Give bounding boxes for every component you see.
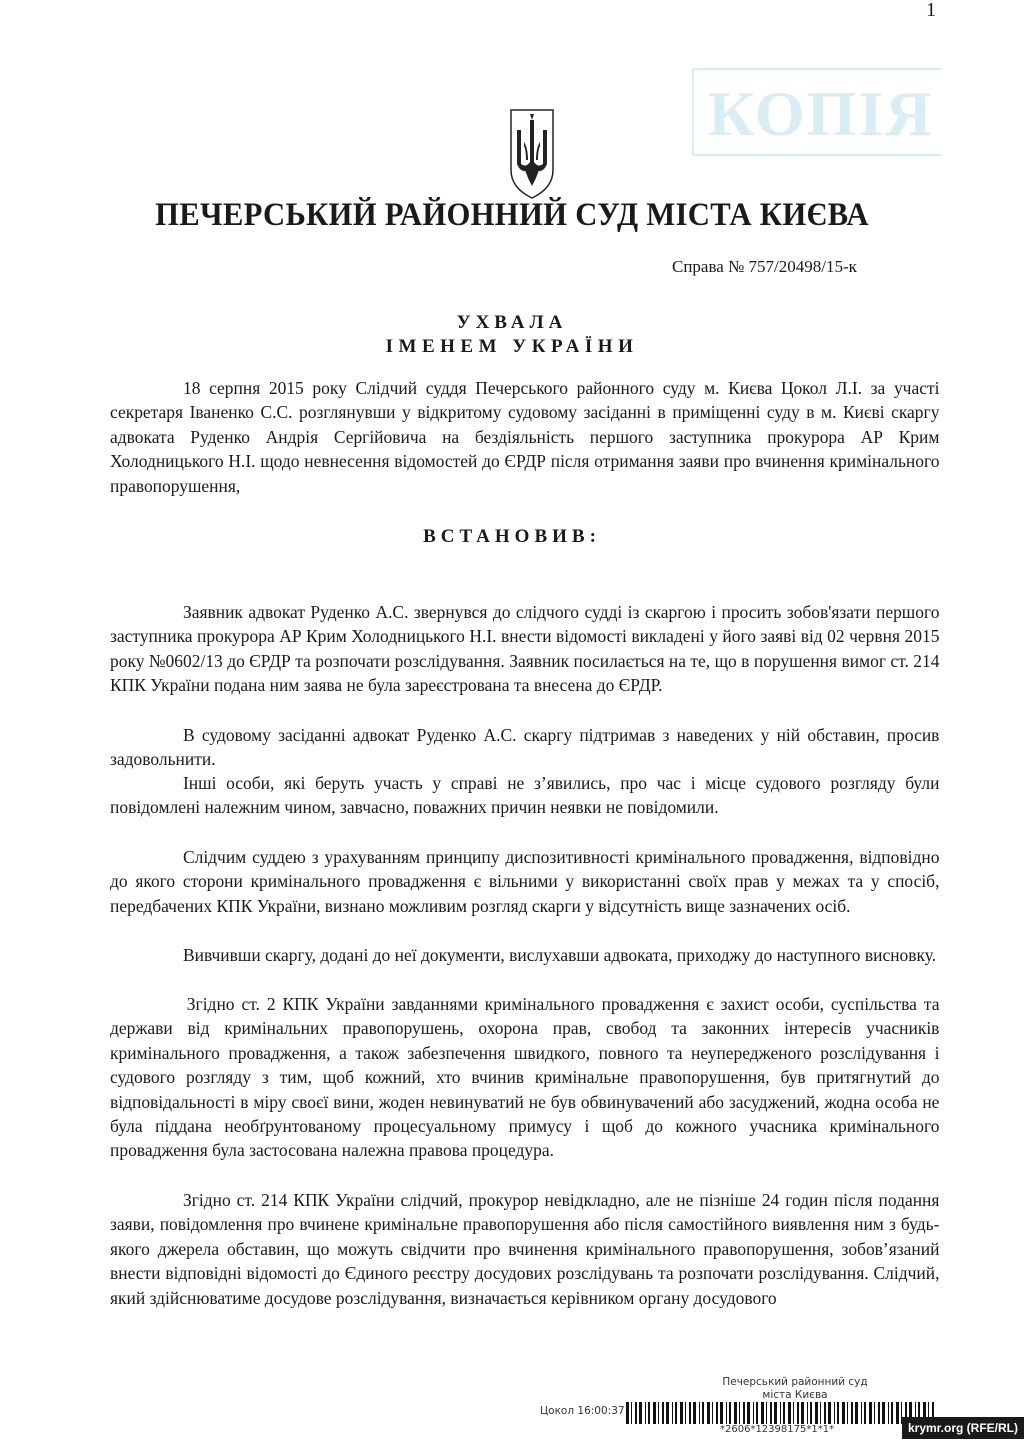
barcode-bar <box>666 1402 669 1424</box>
barcode-bar <box>770 1402 772 1424</box>
barcode-bar <box>672 1402 673 1424</box>
body-paragraph: Заявник адвокат Руденко А.С. звернувся до слідчого судді із скаргою і просить зобов'язати першого заступника прокурора АР Крим Холодницького Н.І. внести відомості викладені у його заяві від 02 червня 2015 року №0602/13 до ЄРДР та розпочати розслідування. Заявник посилається на те, що в порушення вимог ст. 214 КПК України подана ним заява не була зареєстрована та внесена до ЄРДР. <box>110 602 940 696</box>
barcode-bar <box>834 1402 835 1424</box>
barcode-bar <box>707 1402 710 1424</box>
case-number: Справа № 757/20498/15-к <box>672 257 857 276</box>
document-type: УХВАЛА <box>456 312 568 333</box>
barcode <box>626 1402 938 1426</box>
barcode-bar <box>810 1402 812 1424</box>
barcode-bar <box>828 1402 831 1424</box>
barcode-bar <box>658 1402 659 1424</box>
barcode-bar <box>753 1402 754 1424</box>
barcode-bar <box>851 1402 853 1424</box>
barcode-bar <box>882 1402 885 1424</box>
barcode-bar <box>712 1402 713 1424</box>
barcode-bar <box>734 1402 737 1424</box>
footer-signature-time: Цокол 16:00:37 <box>540 1405 625 1417</box>
body-paragraph: Інші особи, які беруть участь у справі не з’явились, про час і місце судового розгляду були повідомлені належним чином, завчасно, поважних причин неявки не повідомили. <box>110 773 940 818</box>
footer-court-name <box>700 1376 890 1402</box>
barcode-bar <box>639 1402 642 1424</box>
barcode-bar <box>788 1402 791 1424</box>
barcode-bar <box>635 1402 637 1424</box>
barcode-bar <box>743 1402 745 1424</box>
body-paragraph: Згідно ст. 214 КПК України слідчий, прокурор невідкладно, але не пізніше 24 годин після подання заяви, повідомлення про вчинене кримінальне правопорушення або після самостійного виявлення ним з будь-якого джерела обставин, що можуть свідчити про вчинення кримінального правопорушення, зобов’язаний внести відповідні відомості до Єдиного реєстру досудових розслідувань та розпочати розслідування. Слідчий, який здійснюватиме досудове розслідування, визначається керівником органу досудового <box>110 1190 940 1308</box>
barcode-bar <box>896 1402 899 1424</box>
barcode-bar <box>864 1402 866 1424</box>
barcode-bar <box>726 1402 727 1424</box>
barcode-bar <box>837 1402 839 1424</box>
barcode-bar <box>861 1402 862 1424</box>
barcode-bar <box>685 1402 686 1424</box>
barcode-bar <box>824 1402 826 1424</box>
barcode-bar <box>626 1402 629 1424</box>
barcode-bar <box>653 1402 656 1424</box>
footer-court-line2: міста Києва <box>762 1389 828 1401</box>
barcode-bar <box>783 1402 785 1424</box>
body-paragraph: Слідчим суддею з урахуванням принципу диспозитивності кримінального провадження, відповідно до якого сторони кримінального провадження є вільними у використанні своїх прав у межах та у спосіб, передбачених КПК України, визнано можливим розгляд скарги у відсутність вище зазначених осіб. <box>110 847 940 916</box>
barcode-bar <box>766 1402 767 1424</box>
barcode-bar <box>739 1402 740 1424</box>
in-the-name-heading: ІМЕНЕМ УКРАЇНИ <box>385 336 639 357</box>
barcode-bar <box>878 1402 880 1424</box>
source-watermark: krymr.org (RFE/RL) <box>902 1417 1024 1439</box>
barcode-bar <box>716 1402 718 1424</box>
body-paragraph: Вивчивши скаргу, додані до неї документи, вислухавши адвоката, приходжу до наступного висновку. <box>182 945 937 965</box>
barcode-bar <box>747 1402 750 1424</box>
court-name: ПЕЧЕРСЬКИЙ РАЙОННИЙ СУД МІСТА КИЄВА <box>155 197 869 233</box>
footer-court-line1: Печерський районний суд <box>722 1376 868 1388</box>
barcode-bar <box>869 1402 872 1424</box>
barcode-bar <box>888 1402 889 1424</box>
barcode-bar <box>780 1402 781 1424</box>
barcode-bar <box>761 1402 764 1424</box>
body-paragraph: В судовому засіданні адвокат Руденко А.С. скаргу підтримав з наведених у ній обставин, просив задовольнити. <box>110 725 940 770</box>
barcode-bar <box>807 1402 808 1424</box>
barcode-bar <box>680 1402 683 1424</box>
barcode-bar <box>797 1402 799 1424</box>
barcode-bar <box>874 1402 875 1424</box>
barcode-bar <box>645 1402 646 1424</box>
barcode-bar <box>648 1402 650 1424</box>
page-number: 1 <box>926 0 936 21</box>
intro-paragraph: 18 серпня 2015 року Слідчий суддя Печерського районного суду м. Києва Цокол Л.І. за участі секретаря Іваненко С.С. розглянувши у відкритому судовому засіданні в приміщенні суду в м. Києві скаргу адвоката Руденко Андрія Сергійовича на бездіяльність першого заступника прокурора АР Крим Холодницького Н.І. щодо невнесення відомостей до ЄРДР після отримання заяви про вчинення кримінального правопорушення, <box>110 378 940 496</box>
barcode-bar <box>801 1402 804 1424</box>
barcode-bar <box>631 1402 632 1424</box>
barcode-bar <box>702 1402 704 1424</box>
barcode-bar <box>699 1402 700 1424</box>
section-heading: ВСТАНОВИВ: <box>423 526 601 547</box>
barcode-bar <box>689 1402 691 1424</box>
barcode-bar <box>891 1402 893 1424</box>
barcode-bar <box>693 1402 696 1424</box>
body-paragraph: Згідно ст. 2 КПК України завданнями кримінального провадження є захист особи, суспільства та держави від кримінальних правопорушень, охорона прав, свобод та законних інтересів учасників кримінального провадження, а також забезпечення швидкого, повного та неупередженого розслідування і судового розгляду з тим, щоб кожний, хто вчинив кримінальне правопорушення, був притягнутий до відповідальності в міру своєї вини, жоден невинуватий не був обвинувачений або засуджений, жодна особа не була піддана необґрунтованому процесуальному примусу і щоб до кожного учасника кримінального провадження була застосована належна правова процедура. <box>110 994 940 1161</box>
copy-stamp: КОПІЯ <box>692 68 942 156</box>
barcode-bar <box>675 1402 677 1424</box>
barcode-bar <box>756 1402 758 1424</box>
barcode-bar <box>774 1402 777 1424</box>
barcode-bar <box>855 1402 858 1424</box>
barcode-bar <box>720 1402 723 1424</box>
barcode-bar <box>729 1402 731 1424</box>
barcode-bar <box>793 1402 794 1424</box>
barcode-bar <box>815 1402 818 1424</box>
barcode-bar <box>820 1402 821 1424</box>
barcode-text: *2606*12398175*1*1* <box>720 1424 835 1433</box>
barcode-bar <box>842 1402 845 1424</box>
barcode-bar <box>662 1402 664 1424</box>
barcode-bar <box>847 1402 848 1424</box>
coat-of-arms-icon <box>508 108 556 200</box>
